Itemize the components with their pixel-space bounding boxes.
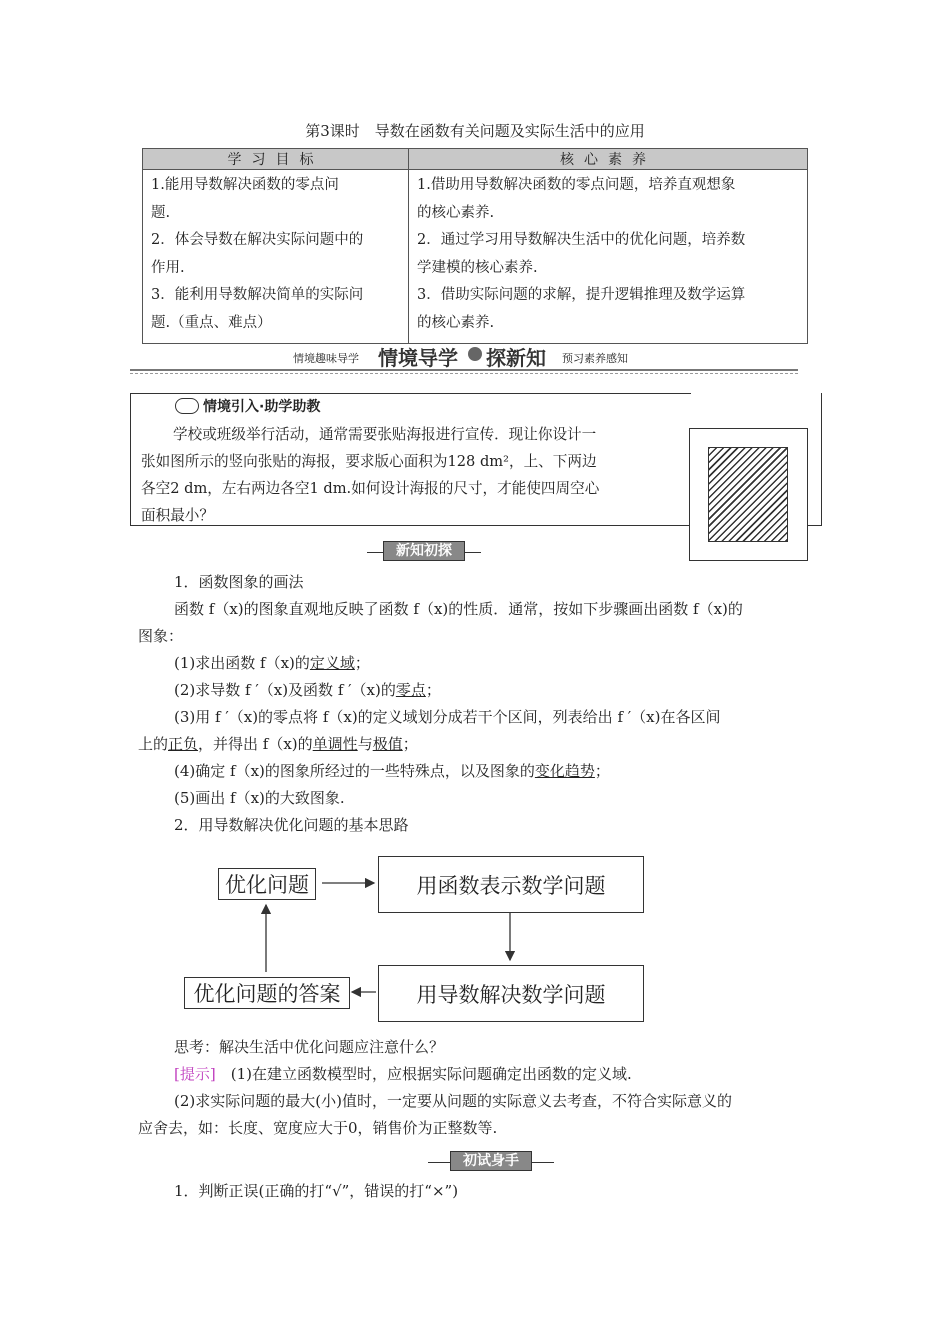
s2-title: 2．用导数解决优化问题的基本思路 [174,816,409,834]
step-2: (2)求导数 f ′（x)及函数 f ′（x)的零点； [174,681,441,699]
core-line: 2．通过学习用导数解决生活中的优化问题，培养数 [417,232,746,248]
section-try-tag [428,1150,554,1170]
intro-line: 面积最小？ [141,507,214,524]
step-3-cont: 上的正负，并得出 f（x)的单调性与极值； [138,735,418,753]
hint-1: [提示] (1)在建立函数模型时，应根据实际问题确定出函数的定义域. [174,1065,632,1083]
banner-right-small: 预习素养感知 [562,352,628,365]
think-section [138,1034,818,1142]
step-4: (4)确定 f（x)的图象所经过的一些特殊点，以及图象的变化趋势； [174,762,610,780]
try-item-1: 1．判断正误(正确的打“√”，错误的打“×”) [174,1182,459,1200]
banner-main-left: 情境导学 [378,346,458,370]
goal-line: 3．能利用导数解决简单的实际问 [151,287,364,303]
s1-title: 1．函数图象的画法 [174,573,304,591]
step-3: (3)用 f ′（x)的零点将 f（x)的定义域划分成若干个区间，列表给出 f ′（x)在各区间 [174,708,721,726]
intro-line: 各空2 dm，左右两边各空1 dm.如何设计海报的尺寸，才能使四周空心 [141,480,600,497]
s1-intro-cont: 图象： [138,627,184,645]
goal-line: 题.（重点、难点） [151,314,272,331]
core-header: 核心素养 [409,149,808,170]
core-line: 学建模的核心素养. [417,259,538,276]
step-5: (5)画出 f（x)的大致图象. [174,789,345,807]
core-line: 的核心素养. [417,204,495,221]
step-1: (1)求出函数 f（x)的定义域； [174,654,370,672]
flow-box-problem: 优化问题 [218,868,316,900]
think-question: 思考：解决生活中优化问题应注意什么？ [174,1038,445,1056]
banner-left-small: 情境趣味导学 [293,352,359,365]
intro-line: 学校或班级举行活动，通常需要张贴海报进行宣传．现让你设计一 [173,426,597,443]
s1-intro: 函数 f（x)的图象直观地反映了函数 f（x)的性质．通常，按如下步骤画出函数 f（x)的 [174,600,743,618]
core-line: 3．借助实际问题的求解，提升逻辑推理及数学运算 [417,287,746,303]
goal-line: 1.能用导数解决函数的零点问 [151,177,339,193]
goal-line: 题. [151,204,171,221]
section-new-label: 新知初探 [383,541,465,561]
section-try-label: 初试身手 [450,1151,532,1171]
hint-2-cont: 应舍去，如：长度、宽度应大于0，销售价为正整数等. [138,1119,498,1137]
core-line: 的核心素养. [417,314,495,331]
goals-header: 学习目标 [143,149,409,170]
goal-line: 2．体会导数在解决实际问题中的 [151,232,364,248]
intro-heading-text: 情境引入·助学助教 [203,399,321,415]
core-line: 1.借助用导数解决函数的零点问题，培养直观想象 [417,177,736,193]
intro-line: 张如图所示的竖向张贴的海报，要求版心面积为128 dm²，上、下两边 [141,453,597,470]
flow-box-answer: 优化问题的答案 [184,977,350,1009]
flow-box-solve: 用导数解决数学问题 [378,965,644,1022]
page-title: 第3课时 导数在函数有关问题及实际生活中的应用 [305,122,645,140]
goal-line: 作用. [151,259,185,276]
hint-label: [提示] [174,1065,216,1083]
banner-main-right: 探新知 [486,346,546,370]
flow-box-model: 用函数表示数学问题 [378,856,644,913]
hint-2: (2)求实际问题的最大(小)值时，一定要从问题的实际意义去考查，不符合实际意义的 [174,1092,732,1110]
